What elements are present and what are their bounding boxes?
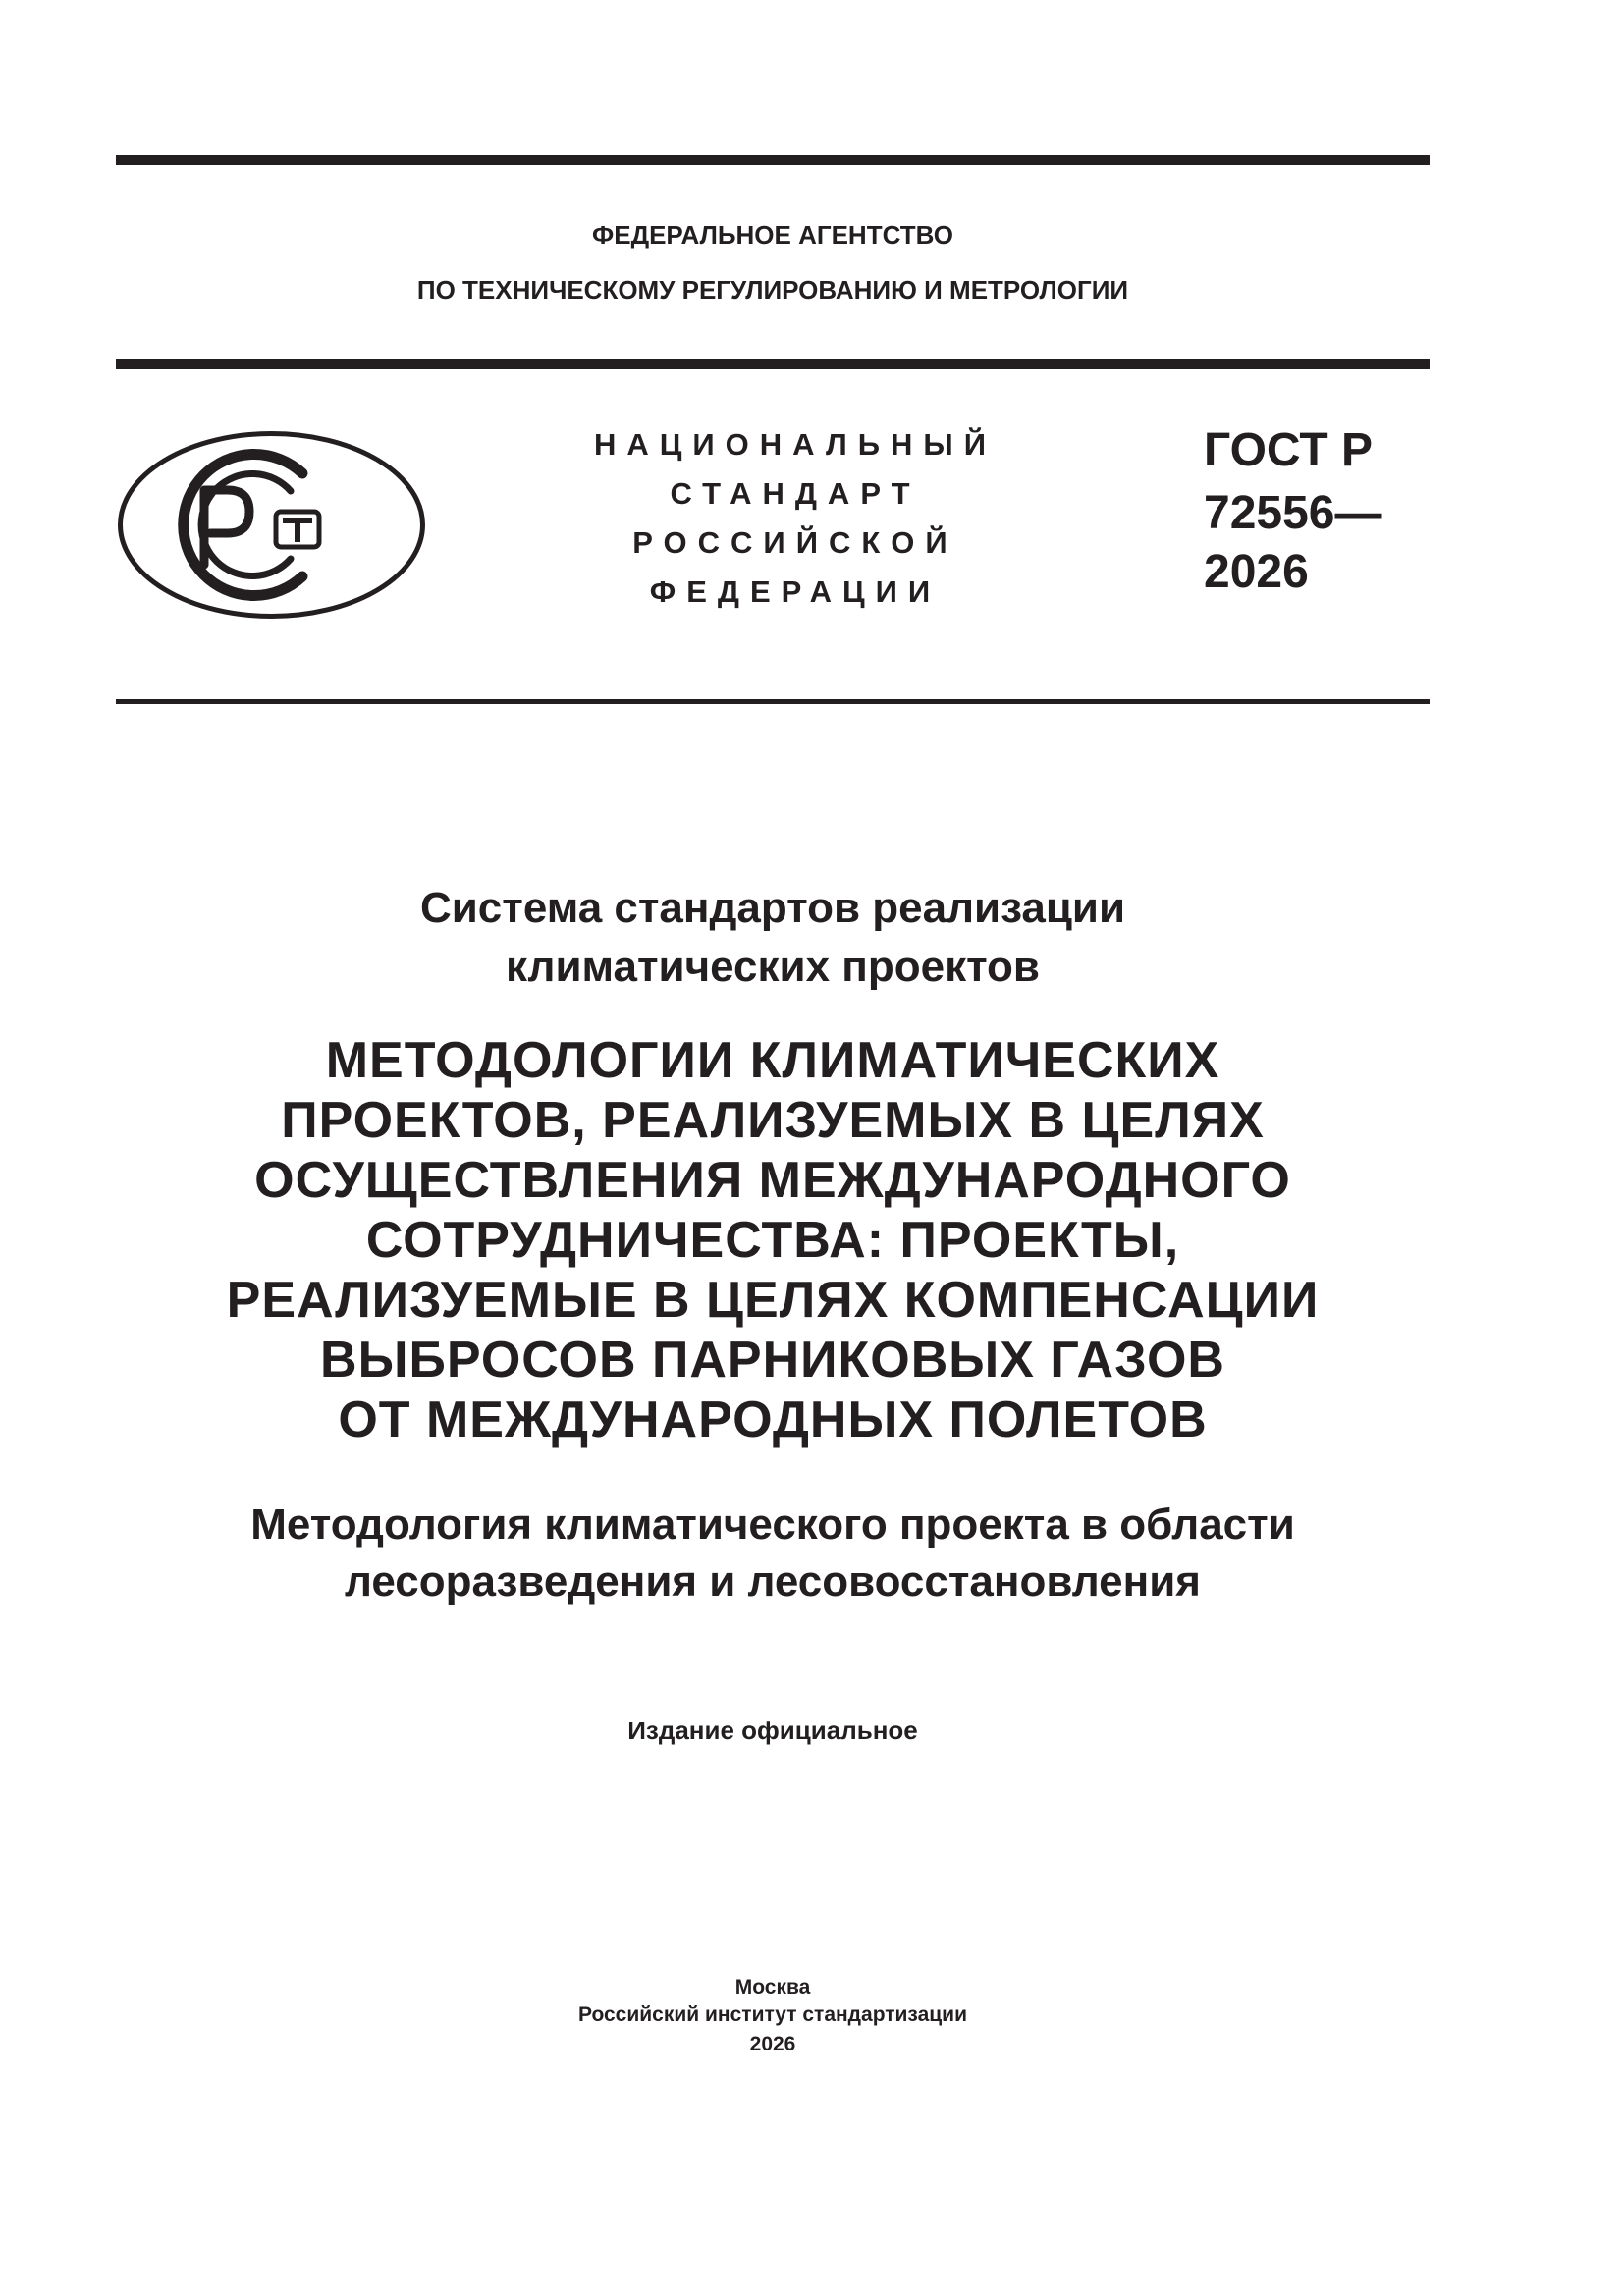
- main-title-line-4: СОТРУДНИЧЕСТВА: ПРОЕКТЫ,: [365, 1212, 1180, 1269]
- rst-logo: [116, 429, 427, 621]
- series-title-line-2: климатических проектов: [506, 943, 1040, 991]
- standard-type-line-3: РОССИЙСКОЙ: [632, 525, 958, 560]
- standard-type-line-2: СТАНДАРТ: [670, 476, 921, 511]
- main-title-line-2: ПРОЕКТОВ, РЕАЛИЗУЕМЫХ В ЦЕЛЯХ: [281, 1092, 1265, 1149]
- edition-label: Издание официальное: [627, 1716, 918, 1745]
- header-bottom-rule: [116, 699, 1430, 704]
- main-title-line-1: МЕТОДОЛОГИИ КЛИМАТИЧЕСКИХ: [325, 1032, 1220, 1089]
- standard-designation-line-2: 72556—: [1204, 487, 1382, 539]
- main-title-line-6: ВЫБРОСОВ ПАРНИКОВЫХ ГАЗОВ: [320, 1332, 1225, 1389]
- agency-name-line-1: ФЕДЕРАЛЬНОЕ АГЕНТСТВО: [592, 220, 953, 249]
- agency-name-line-2: ПО ТЕХНИЧЕСКОМУ РЕГУЛИРОВАНИЮ И МЕТРОЛОГИИ: [416, 275, 1129, 304]
- rst-conformity-mark-icon: [116, 429, 427, 621]
- series-title-line-1: Система стандартов реализации: [419, 884, 1125, 932]
- standard-designation-line-3: 2026: [1204, 546, 1309, 598]
- main-title-line-7: ОТ МЕЖДУНАРОДНЫХ ПОЛЕТОВ: [338, 1392, 1208, 1449]
- main-title-line-5: РЕАЛИЗУЕМЫЕ В ЦЕЛЯХ КОМПЕНСАЦИИ: [226, 1272, 1320, 1329]
- subtitle-line-2: лесоразведения и лесовосстановления: [345, 1558, 1201, 1606]
- subtitle-line-1: Методология климатического проекта в области: [250, 1501, 1295, 1549]
- standard-type-line-4: ФЕДЕРАЦИИ: [649, 574, 942, 609]
- top-rule: [116, 155, 1430, 165]
- standard-designation-line-1: ГОСТ Р: [1204, 424, 1374, 476]
- imprint-city: Москва: [734, 1976, 811, 1998]
- main-title-line-3: ОСУЩЕСТВЛЕНИЯ МЕЖДУНАРОДНОГО: [254, 1152, 1291, 1209]
- agency-rule: [116, 359, 1430, 369]
- imprint-publisher: Российский институт стандартизации: [577, 2003, 968, 2026]
- imprint-year: 2026: [749, 2033, 796, 2055]
- standard-type-line-1: НАЦИОНАЛЬНЫЙ: [593, 427, 998, 462]
